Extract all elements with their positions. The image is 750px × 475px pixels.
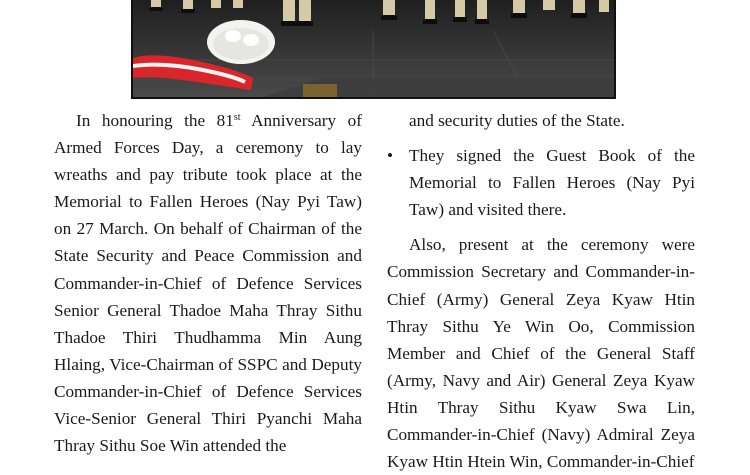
bullet-item <box>387 142 695 223</box>
ceremony-illustration <box>133 0 614 97</box>
paragraph-ceremony <box>54 107 362 459</box>
paragraph-attendees: Also, present at the ceremony were Commission Secretary and Commander-in-Chief (Army) General Zeya Kyaw Htin Thray Sithu Ye Win Oo, Commission Member and Chief of the General Staff (Army, Navy and Air) General Zeya Kyaw Htin Thray Sithu Kyaw Swa Lin, Commander-in-Chief (Navy) Admiral Zeya Kyaw Htin Htein Win, Commander-in-Chief <box>387 235 695 472</box>
bullet-continuation: and security duties of the State. <box>409 111 625 130</box>
ordinal-suffix: st <box>233 112 241 123</box>
bullet-icon: • <box>387 146 394 166</box>
ceremony-photo <box>131 0 616 99</box>
white-wreath <box>207 20 275 64</box>
paragraph-text-continued: Anniversary of Armed Forces Day, a ceremony to lay wreaths and pay tribute took place at the Memorial to Fallen Heroes (Nay Pyi Taw) on 27 March. On behalf of Chairman of the State Security and Peace Commission and Commander-in-Chief of Defence Services Senior General Thadoe Maha Thray Sithu Thadoe Thiri Thudhamma Min Aung Hlaing, Vice-Chairman of SSPC and Deputy Commander-in-Chief of Defence Services Vice-Senior General Thiri Pyanchi Maha Thray Sithu Soe Win attended the <box>54 111 362 456</box>
right-column <box>387 107 695 475</box>
bullet-text: They signed the Guest Book of the Memorial to Fallen Heroes (Nay Pyi Taw) and visited there. <box>409 146 695 220</box>
left-column <box>54 107 362 459</box>
paragraph-text: In honouring the 81 <box>76 111 234 130</box>
